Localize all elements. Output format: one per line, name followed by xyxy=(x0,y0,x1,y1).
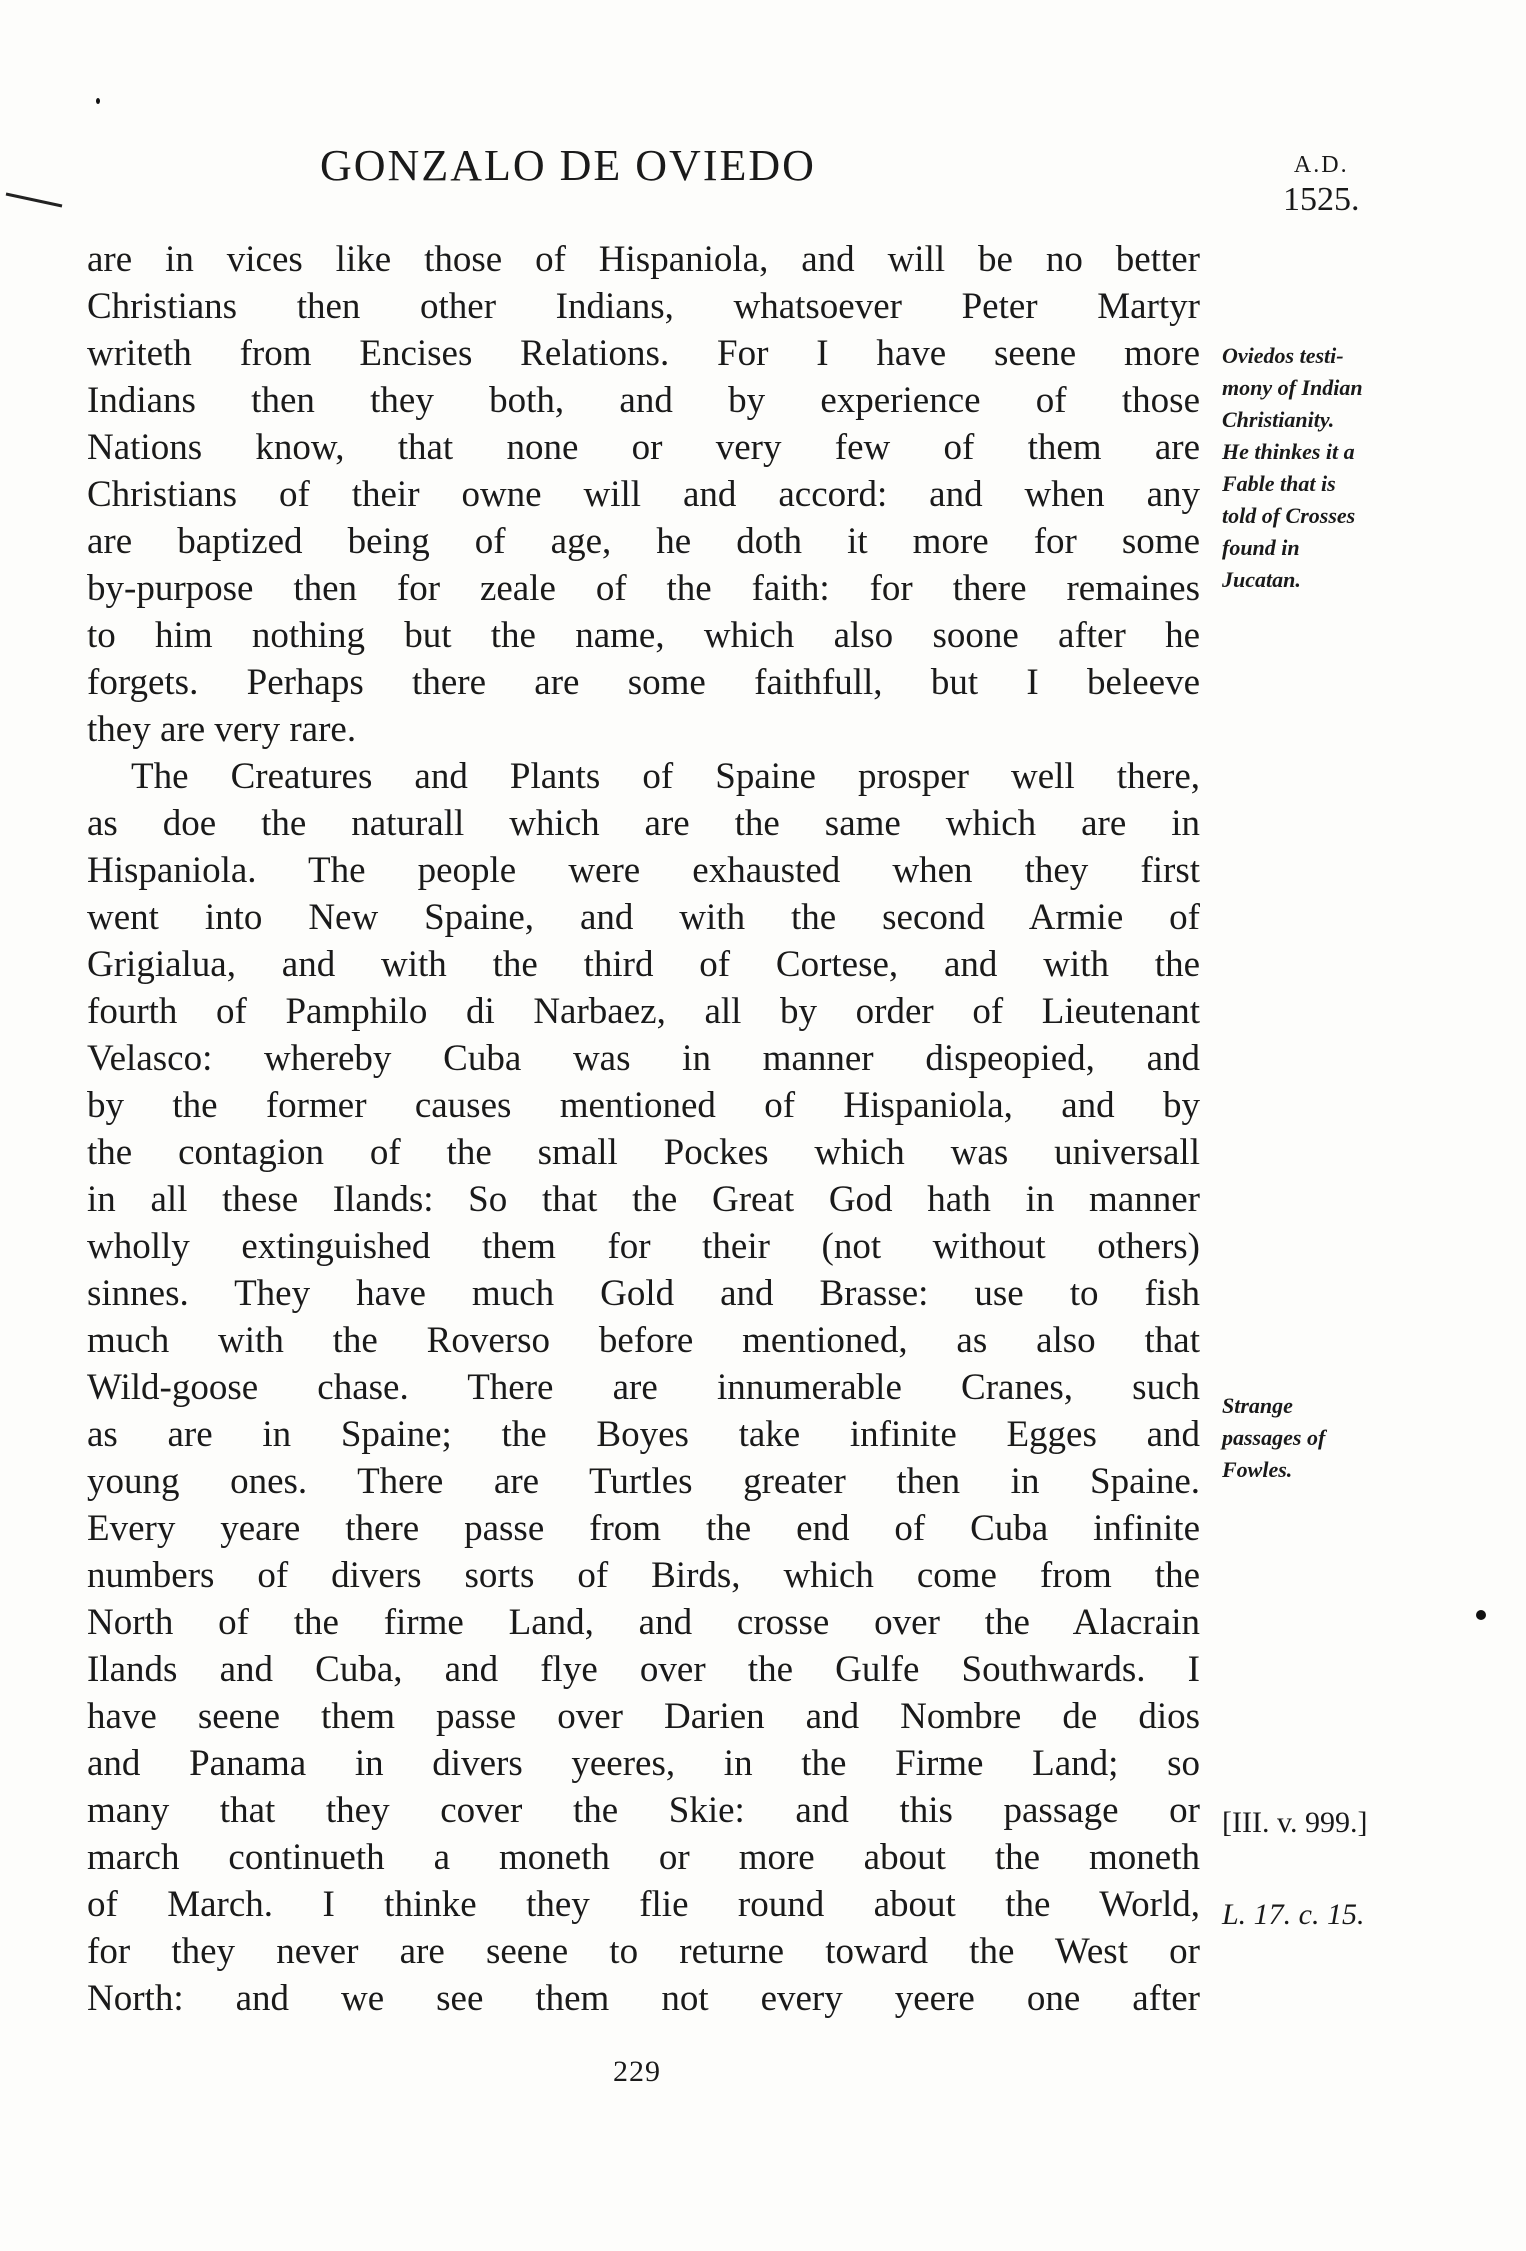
text-line: went into New Spaine, and with the second Armie of xyxy=(87,897,1200,938)
sidenote-line: Oviedos testi- xyxy=(1222,343,1344,368)
sidenote-line: Jucatan. xyxy=(1222,567,1301,592)
text-line: writeth from Encises Relations. For I have seene more xyxy=(87,333,1200,374)
text-line: North: and we see them not every yeere one after xyxy=(87,1978,1200,2019)
running-title: GONZALO DE OVIEDO xyxy=(320,141,816,190)
sidenote-line: Christianity. xyxy=(1222,407,1335,432)
date-marginal xyxy=(1283,152,1360,219)
year-label: 1525. xyxy=(1283,180,1360,218)
sidenote-line: Strange xyxy=(1222,1393,1293,1418)
text-line: they are very rare. xyxy=(87,709,357,750)
text-line: Grigialua, and with the third of Cortese, and with the xyxy=(87,944,1200,985)
text-line: and Panama in divers yeeres, in the Firme Land; so xyxy=(87,1743,1200,1784)
text-line: as are in Spaine; the Boyes take infinite Egges and xyxy=(87,1414,1200,1455)
sidenote-line: He thinkes it a xyxy=(1222,439,1355,464)
text-line: by-purpose then for zeale of the faith: for there remaines xyxy=(87,568,1200,609)
text-line: Velasco: whereby Cuba was in manner dispeopied, and xyxy=(87,1038,1200,1079)
sidenote-line: found in xyxy=(1222,535,1300,560)
text-line: sinnes. They have much Gold and Brasse: use to fish xyxy=(87,1273,1200,1314)
paragraph-start-line: The Creatures and Plants of Spaine prosper well there, xyxy=(131,756,1200,797)
text-line: Hispaniola. The people were exhausted when they first xyxy=(87,850,1200,891)
margin-mark-icon xyxy=(4,186,64,216)
text-line: as doe the naturall which are the same which are in xyxy=(87,803,1200,844)
text-line: much with the Roverso before mentioned, as also that xyxy=(87,1320,1200,1361)
text-line: Ilands and Cuba, and flye over the Gulfe Southwards. I xyxy=(87,1649,1200,1690)
text-line: wholly extinguished them for their (not without others) xyxy=(87,1226,1200,1267)
body-text xyxy=(87,236,1200,2022)
text-line: Christians of their owne will and accord: and when any xyxy=(87,474,1200,515)
sidenote-indian-christianity xyxy=(1222,340,1363,596)
text-line: young ones. There are Turtles greater then in Spaine. xyxy=(87,1461,1200,1502)
text-line: march continueth a moneth or more about the moneth xyxy=(87,1837,1200,1878)
text-line: by the former causes mentioned of Hispaniola, and by xyxy=(87,1085,1200,1126)
sidenote-line: Fable that is xyxy=(1222,471,1336,496)
text-line: many that they cover the Skie: and this passage or xyxy=(87,1790,1200,1831)
text-line: Nations know, that none or very few of them are xyxy=(87,427,1200,468)
text-line: in all these Ilands: So that the Great God hath in manner xyxy=(87,1179,1200,1220)
text-line: North of the firme Land, and crosse over the Alacrain xyxy=(87,1602,1200,1643)
sidenote-line: passages of xyxy=(1222,1425,1326,1450)
text-line: have seene them passe over Darien and Nombre de dios xyxy=(87,1696,1200,1737)
book-chapter-reference: L. 17. c. 15. xyxy=(1222,1898,1365,1931)
text-line: fourth of Pamphilo di Narbaez, all by order of Lieutenant xyxy=(87,991,1200,1032)
text-line: forgets. Perhaps there are some faithfull, but I beleeve xyxy=(87,662,1200,703)
date-label: A.D. xyxy=(1293,152,1349,178)
ink-speck xyxy=(1476,1610,1486,1620)
text-line: to him nothing but the name, which also soone after he xyxy=(87,615,1200,656)
text-line: are in vices like those of Hispaniola, and will be no better xyxy=(87,239,1200,280)
page-number: 229 xyxy=(613,2055,661,2088)
text-line: the contagion of the small Pockes which was universall xyxy=(87,1132,1200,1173)
ink-speck xyxy=(96,98,100,104)
text-line: Indians then they both, and by experience of those xyxy=(87,380,1200,421)
page-reference: [III. v. 999.] xyxy=(1222,1806,1368,1839)
sidenote-line: told of Crosses xyxy=(1222,503,1356,528)
sidenote-line: mony of Indian xyxy=(1222,375,1363,400)
sidenote-line: Fowles. xyxy=(1222,1457,1293,1482)
text-line: Christians then other Indians, whatsoever Peter Martyr xyxy=(87,286,1200,327)
sidenote-fowles xyxy=(1222,1390,1325,1486)
text-line: of March. I thinke they flie round about the World, xyxy=(87,1884,1200,1925)
text-line: Wild-goose chase. There are innumerable Cranes, such xyxy=(87,1367,1200,1408)
text-line: numbers of divers sorts of Birds, which come from the xyxy=(87,1555,1200,1596)
text-line: Every yeare there passe from the end of Cuba infinite xyxy=(87,1508,1200,1549)
text-line: are baptized being of age, he doth it more for some xyxy=(87,521,1200,562)
text-line: for they never are seene to returne toward the West or xyxy=(87,1931,1200,1972)
